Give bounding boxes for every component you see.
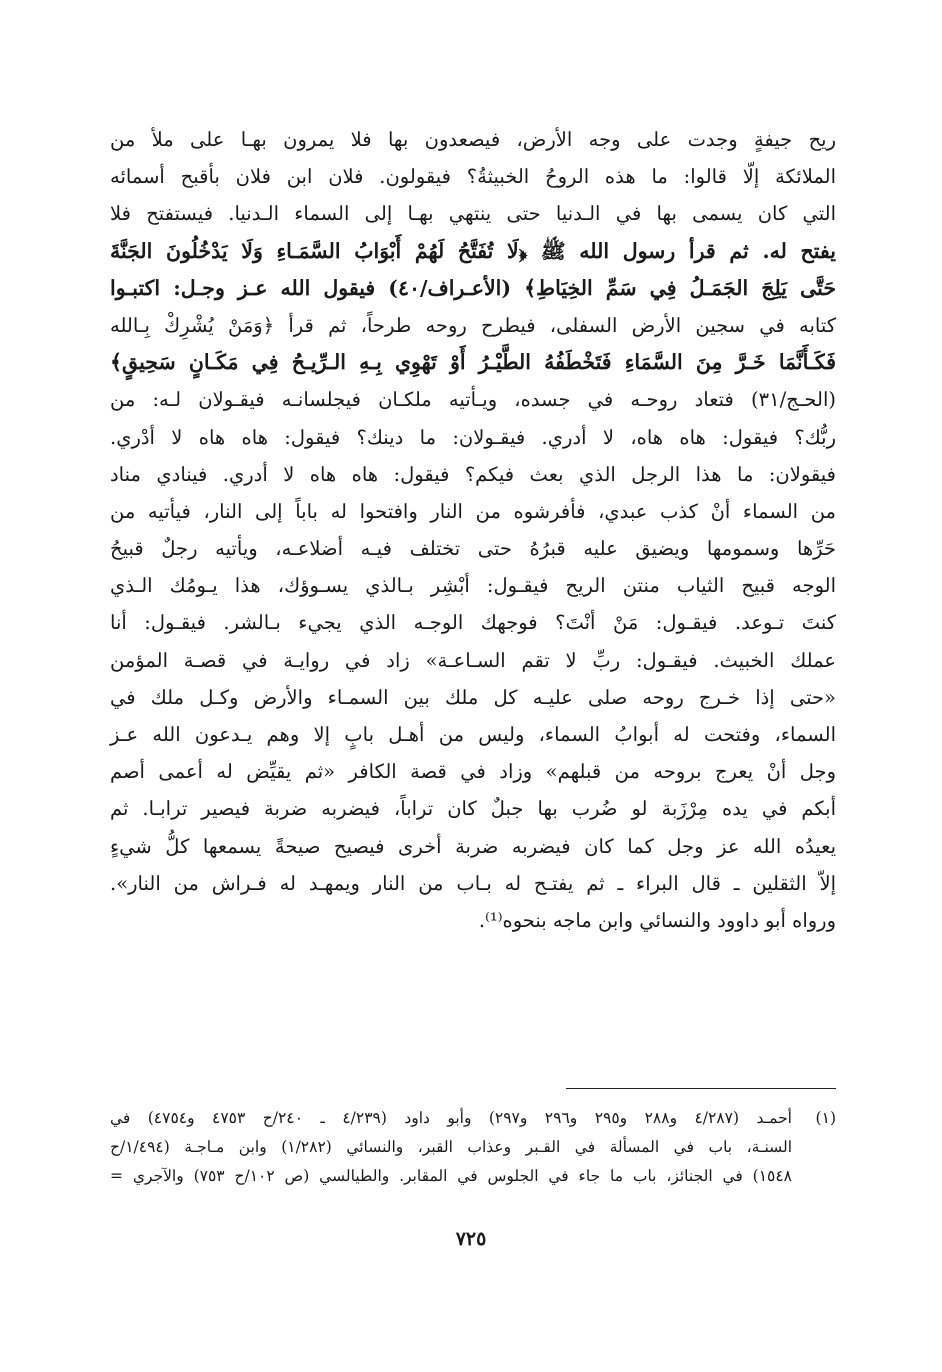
page-number: ٧٢٥ xyxy=(455,1228,487,1250)
text-line: ورواه أبو داوود والنسائي وابن ماجه بنحوه⁽¹⁾. xyxy=(478,908,836,932)
text-line: «حتى إذا خـرج روحه صلى عليـه كل ملك بين السمـاء والأرض وكـل ملك في xyxy=(110,685,836,709)
text-line: حَرِّها وسمومها ويضيق عليه قبرُهُ حتى تختلف فيـه أضلاعـه، ويأتيه رجلٌ قبيحُ xyxy=(110,537,836,561)
text-line: يفتح له. ثم قرأ رسول الله ﷺ ﴿لَا تُفَتَّحُ لَهُمْ أَبْوَابُ السَّمَـاءِ وَلَا يَدْخُلُونَ الجَنَّةَ xyxy=(110,238,836,263)
text-line: كنتَ تـوعد. فيقـول: مَنْ أنْتَ؟ فوجهك الوجـه الذي يجيء بـالشر. فيقـول: أنا xyxy=(110,611,836,635)
text-line: التي كان يسمى بها في الـدنيا حتى ينتهي بهـا إلى السماء الـدنيا. فيستفتح فلا xyxy=(110,202,836,226)
text-line: الوجه قبيح الثياب منتن الريح فيقـول: أبْشِر بـالذي يسـوؤك، هذا يـومُك الـذي xyxy=(110,574,836,598)
footnote-line xyxy=(110,1104,836,1133)
footnote-text: السنـة، باب في المسألة في القـبر وعذاب القبر، والنسائي (١/٢٨٢) وابن مـاجـة (١/٤٩٤/ح xyxy=(110,1138,792,1156)
text-line: يعيدُه الله عز وجل كما كان فيضربه ضربة أخرى فيصيح صيحةً يسمعها كلُّ شيءٍ xyxy=(110,834,836,858)
footnotes-block xyxy=(110,1104,836,1191)
footnote-marker: (١) xyxy=(815,1109,836,1127)
text-line: وجل أنْ يعرج بروحه من قبلهم» وزاد في قصة الكافر «ثم يقيِّض له أعمى أصم xyxy=(110,760,836,784)
text-line: ربُّك؟ فيقول: هاه هاه، لا أدري. فيقـولان: ما دينك؟ فيقول: هاه هاه لا أدْري. xyxy=(110,425,836,449)
text-line: السماء، وفتحت له أبوابُ السماء، وليس من أهـل بابٍ إلا وهم يـدعون الله عـز xyxy=(110,723,836,746)
text-line: كتابه في سجين الأرض السفلى، فيطرح روحه طرحاً، ثم قرأ ﴿وَمَنْ يُشْرِكْ بِـالله xyxy=(110,313,836,337)
text-line: فيقولان: ما هذا الرجل الذي بعث فيكم؟ فيقول: هاه هاه لا أدري. فينادي مناد xyxy=(110,462,836,486)
text-line: إلاّ الثقلين ـ قال البراء ـ ثم يفتـح له بـاب من النار ويمهـد له فـراش من النار». xyxy=(110,871,836,895)
text-line: عملك الخبيث. فيقـول: ربِّ لا تقم السـاعـة» زاد في روايـة في قصـة المؤمن xyxy=(110,648,836,672)
main-text-block xyxy=(110,121,836,939)
text-line: فَكَـأَنَّمَا خَـرَّ مِنَ السَّمَاءِ فَتَخْطَفُهُ الطَّيْـرُ أَوْ تَهْوِي بِـهِ الـرِّيـحُ فِي مَكَـانٍ سَحِيقٍ﴾ xyxy=(110,350,836,375)
footnote-separator xyxy=(566,1088,836,1089)
text-line: ريح جيفةٍ وجدت على وجه الأرض، فيصعدون بها فلا يمرون بهـا على ملأ من xyxy=(110,128,836,151)
footnote-line xyxy=(110,1133,836,1162)
footnote-text: ١٥٤٨) في الجنائز، باب ما جاء في الجلوس في المقابر. والطيالسي (ص ١٠٢/ح ٧٥٣) والآجري = xyxy=(110,1167,792,1185)
text-line: حَتَّى يَلِجَ الجَمَـلُ فِي سَمِّ الخِيَاطِ﴾ (الأعـراف/٤٠) فيقول الله عـز وجـل: اكتبـوا xyxy=(110,275,836,300)
text-line: الملائكة إلّا قالوا: ما هذه الروحُ الخبيثةُ؟ فيقولون. فلان ابن فلان بأقبح أسمائه xyxy=(110,165,836,189)
text-line: أبكم في يده مِرْزَبة لو ضُرب بها جبلٌ كان تراباً، فيضربه ضربة فيصير ترابـا. ثم xyxy=(110,797,836,821)
footnote-text: أحمـد (٤/٢٨٧ و٢٨٨ و٢٩٥ و٢٩٦ و٢٩٧) وأبو داود (٤/٢٣٩ ـ ٢٤٠/ح ٤٧٥٣ و٤٧٥٤) في xyxy=(110,1109,792,1127)
footnote-line xyxy=(110,1162,836,1191)
text-line: من السماء أنْ كذب عبدي، فأفرشوه من النار وافتحوا له باباً إلى النار، فيأتيه من xyxy=(110,499,836,523)
text-line: (الحـج/٣١) فتعاد روحـه في جسده، ويـأتيه ملكـان فيجلسانـه فيقـولان لـه: من xyxy=(110,388,836,412)
